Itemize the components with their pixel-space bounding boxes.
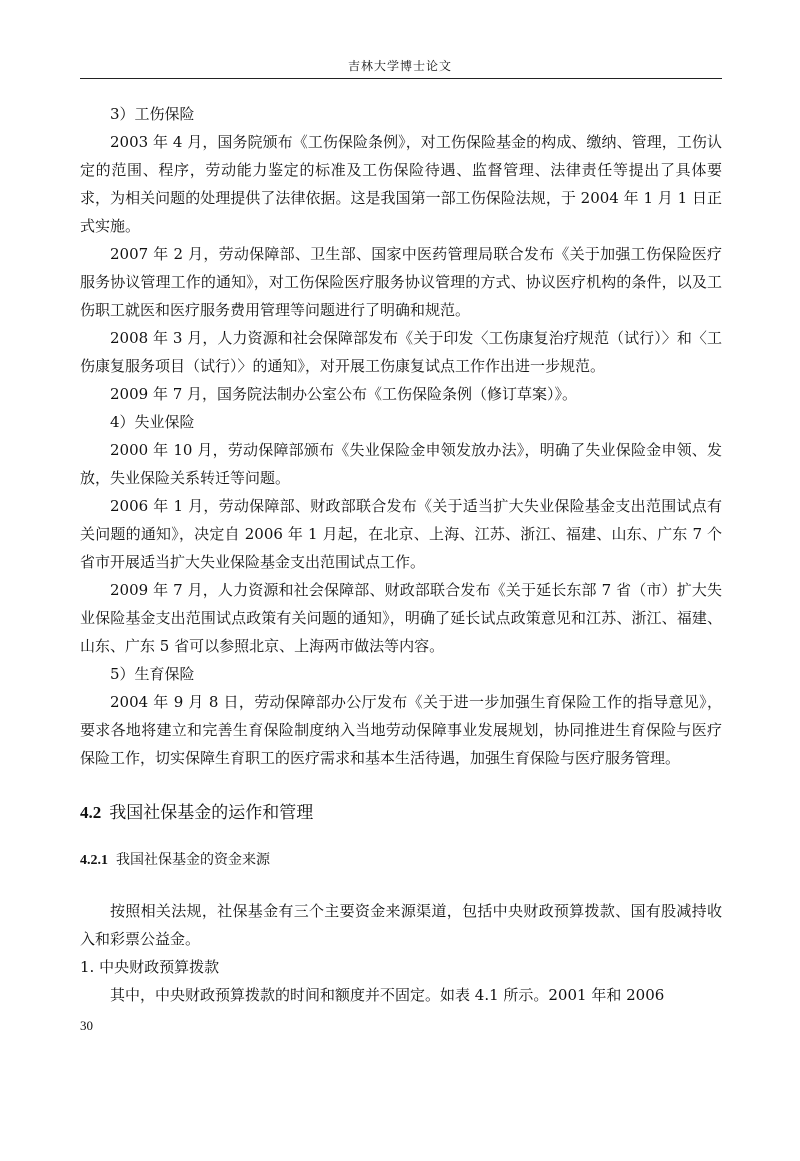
subhead-maternity: 5）生育保险 (110, 665, 195, 683)
subhead-unemployment: 4）失业保险 (110, 413, 195, 431)
section-number: 4.2 (80, 803, 102, 822)
subsection-number: 4.2.1 (80, 853, 108, 868)
paragraph: 2009 年 7 月，人力资源和社会保障部、财政部联合发布《关于延长东部 7 省（市）扩大失业保险基金支出范围试点政策有关问题的通知》，明确了延长试点政策意见和江苏、浙江、福建、山东、广东 5 省可以参照北京、上海两市做法等内容。 (80, 581, 722, 655)
section-title: 我国社保基金的运作和管理 (109, 803, 314, 823)
paragraph: 2003 年 4 月，国务院颁布《工伤保险条例》，对工伤保险基金的构成、缴纳、管理，工伤认定的范围、程序，劳动能力鉴定的标准及工伤保险待遇、监督管理、法律责任等提出了具体要求，为相关问题的处理提供了法律依据。这是我国第一部工伤保险法规，于 2004 年 1 月 1 日正式实施。 (80, 133, 722, 235)
header-rule (80, 78, 722, 79)
list-item-central-budget: 1. 中央财政预算拨款 (80, 958, 220, 976)
paragraph: 按照相关法规，社保基金有三个主要资金来源渠道，包括中央财政预算拨款、国有股减持收入和彩票公益金。 (80, 902, 722, 948)
page-number: 30 (80, 1018, 93, 1033)
paragraph: 2006 年 1 月，劳动保障部、财政部联合发布《关于适当扩大失业保险基金支出范围试点有关问题的通知》，决定自 2006 年 1 月起，在北京、上海、江苏、浙江、福建、山东、广东 7 个省市开展适当扩大失业保险基金支出范围试点工作。 (80, 497, 722, 571)
paragraph: 2007 年 2 月，劳动保障部、卫生部、国家中医药管理局联合发布《关于加强工伤保险医疗服务协议管理工作的通知》，对工伤保险医疗服务协议管理的方式、协议医疗机构的条件，以及工伤职工就医和医疗服务费用管理等问题进行了明确和规范。 (80, 245, 722, 319)
subsection-title: 我国社保基金的资金来源 (116, 852, 270, 868)
running-header: 吉林大学博士论文 (347, 59, 452, 73)
paragraph: 其中，中央财政预算拨款的时间和额度并不固定。如表 4.1 所示。2001 年和 2006 (110, 986, 665, 1004)
section-heading-4-2 (80, 798, 722, 828)
paragraph: 2000 年 10 月，劳动保障部颁布《失业保险金申领发放办法》，明确了失业保险金申领、发放，失业保险关系转迁等问题。 (80, 441, 722, 487)
paragraph: 2008 年 3 月，人力资源和社会保障部发布《关于印发〈工伤康复治疗规范（试行）〉和〈工伤康复服务项目（试行）〉的通知》，对开展工伤康复试点工作作出进一步规范。 (80, 329, 722, 375)
paragraph: 2004 年 9 月 8 日，劳动保障部办公厅发布《关于进一步加强生育保险工作的指导意见》，要求各地将建立和完善生育保险制度纳入当地劳动保障事业发展规划，协同推进生育保险与医疗保险工作，切实保障生育职工的医疗需求和基本生活待遇，加强生育保险与医疗服务管理。 (80, 693, 722, 767)
subsection-heading-4-2-1 (80, 846, 722, 875)
paragraph: 2009 年 7 月，国务院法制办公室公布《工伤保险条例（修订草案）》。 (110, 385, 578, 403)
subhead-work-injury: 3）工伤保险 (110, 105, 195, 123)
body-text (80, 100, 722, 1009)
